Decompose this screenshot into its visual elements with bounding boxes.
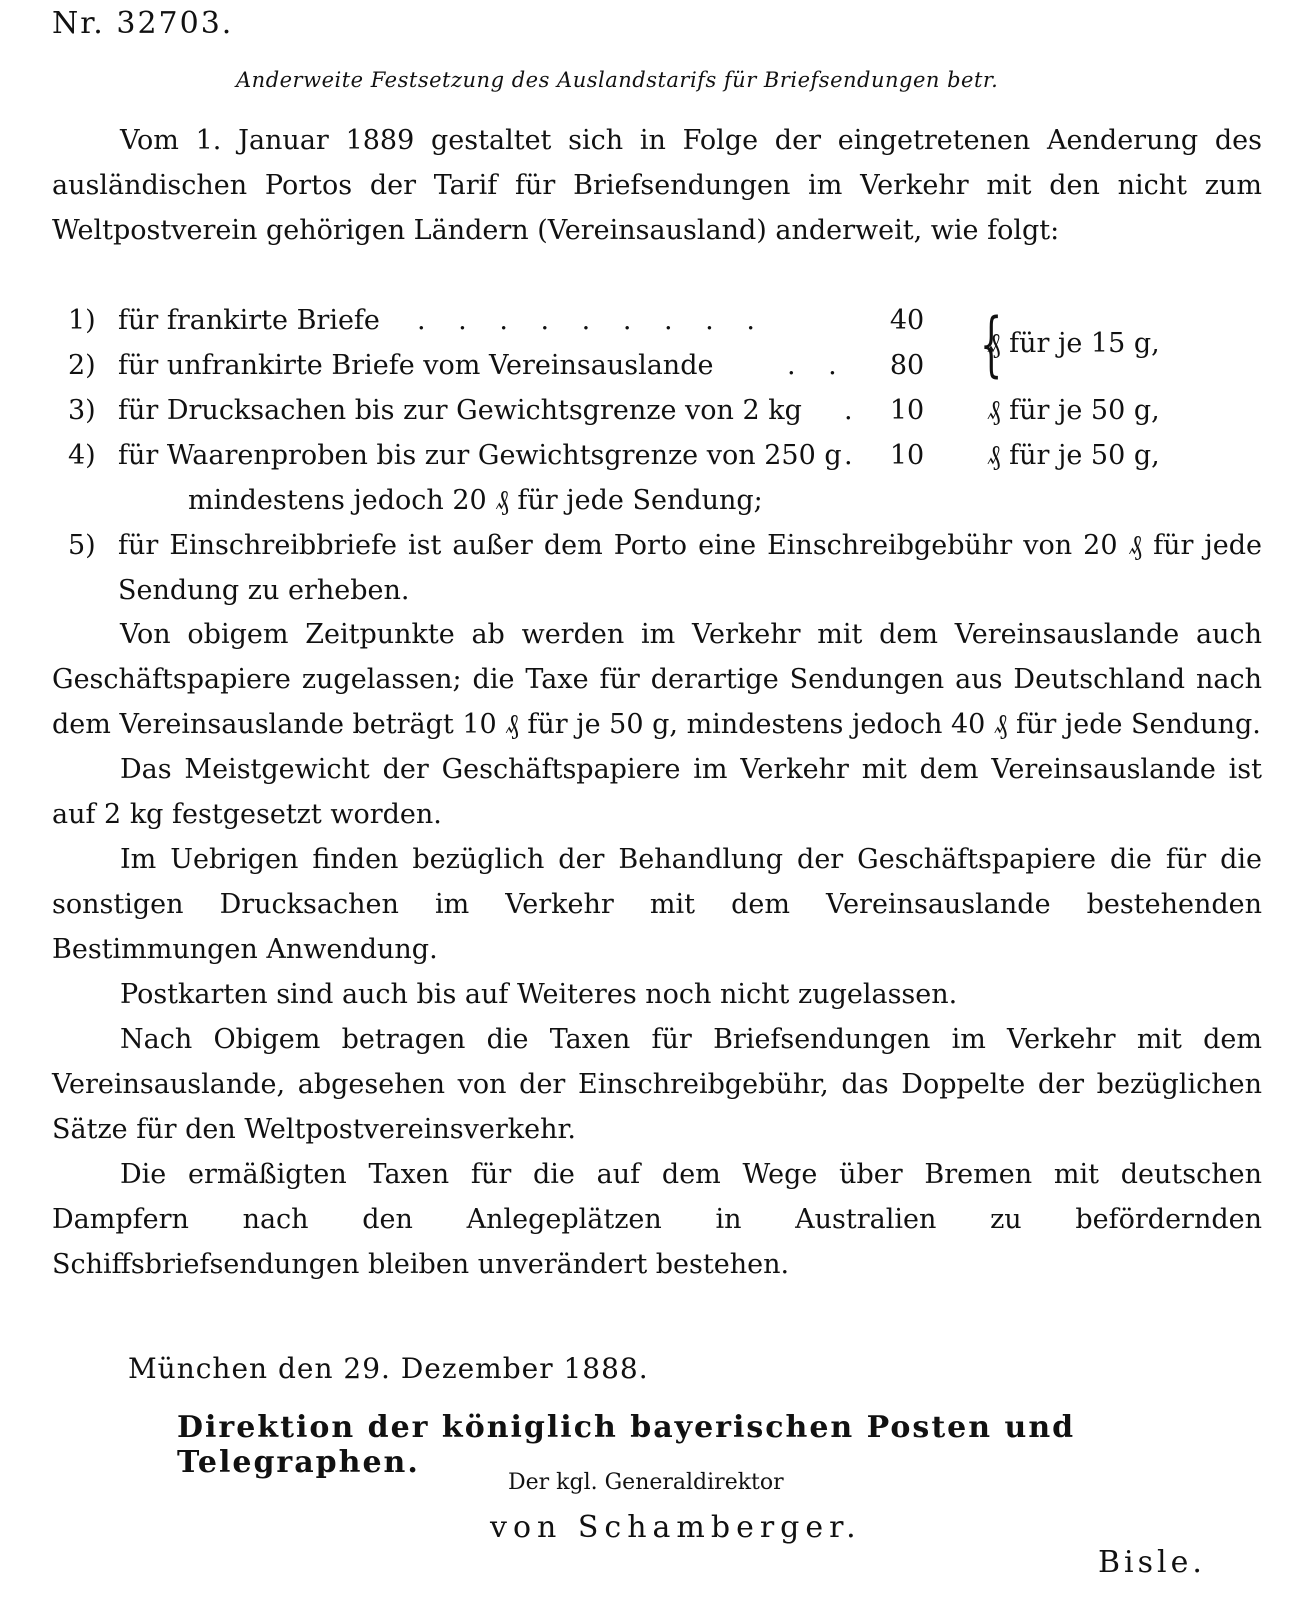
item-text: für Waarenproben bis zur Gewichtsgrenze von 250 g	[118, 440, 842, 471]
leader-dots: .	[844, 395, 865, 426]
paragraph: Im Uebrigen finden bezüglich der Behandlung der Geschäftspapiere die für die sonstigen Drucksachen im Verkehr mit dem Vereinsauslande bestehenden Bestimmungen Anwendung.	[52, 844, 1262, 965]
tariff-list	[52, 298, 1262, 613]
paragraph: Nach Obigem betragen die Taxen für Briefsendungen im Verkehr mit dem Vereinsauslande, abgesehen von der Einschreibgebühr, das Doppelte der bezüglichen Sätze für den Weltpostvereinsverkehr.	[52, 1024, 1262, 1145]
leader-dots: .	[844, 440, 865, 471]
signatory-title: Der kgl. Generaldirektor	[508, 1470, 784, 1495]
paragraph: Die ermäßigten Taxen für die auf dem Wege über Bremen mit deutschen Dampfern nach den Anlegeplätzen in Australien zu befördernden Schiffsbriefsendungen bleiben unverändert bestehen.	[52, 1159, 1262, 1280]
item-number: 4)	[68, 440, 96, 471]
item-amount: 10	[889, 395, 925, 426]
item-unit: ₰ für je 50 g,	[987, 440, 1160, 471]
item-text: für Einschreibbriefe ist außer dem Porto eine Einschreibgebühr von 20 ₰ für jede Sendung zu erheben.	[118, 530, 1262, 606]
tariff-item-5	[52, 523, 1262, 613]
leader-dots: . .	[787, 350, 849, 381]
paragraph: Von obigem Zeitpunkte ab werden im Verkehr mit dem Vereinsauslande auch Geschäftspapiere zugelassen; die Taxe für derartige Sendungen aus Deutschland nach dem Vereinsauslande beträgt 10 ₰ für je 50 g, mindestens jedoch 40 ₰ für jede Sendung.	[52, 619, 1262, 740]
subject-line: Anderweite Festsetzung des Auslandstarifs für Briefsendungen betr.	[236, 68, 999, 92]
item-number: 2)	[68, 350, 96, 381]
brace-icon: {	[980, 303, 1003, 385]
paragraph: Postkarten sind auch bis auf Weiteres noch nicht zugelassen.	[120, 979, 958, 1010]
item-number: 1)	[68, 305, 96, 336]
item-amount: 10	[889, 440, 925, 471]
item-text: für frankirte Briefe	[118, 305, 380, 336]
item-number: 3)	[68, 395, 96, 426]
paragraph: Das Meistgewicht der Geschäftspapiere im Verkehr mit dem Vereinsauslande ist auf 2 kg festgesetzt worden.	[52, 754, 1262, 830]
tariff-item-2	[52, 328, 1262, 388]
place-date: München den 29. Dezember 1888.	[128, 1352, 649, 1385]
leader-dots: . . . . . . . . .	[417, 305, 767, 336]
body-paragraphs	[52, 612, 1262, 1287]
item-unit: ₰ für je 50 g,	[987, 395, 1160, 426]
countersignature: Bisle.	[1098, 1545, 1206, 1580]
intro-paragraph: Vom 1. Januar 1889 gestaltet sich in Folge der eingetretenen Aenderung des ausländischen Portos der Tarif für Briefsendungen im Verkehr mit den nicht zum Weltpostverein gehörigen Ländern (Vereinsausland) anderweit, wie folgt:	[52, 125, 1262, 246]
signatory-name: von Schamberger.	[490, 1510, 862, 1545]
tariff-item-3	[52, 388, 1262, 433]
item-continuation: mindestens jedoch 20 ₰ für jede Sendung;	[188, 485, 763, 516]
item-unit: ₰ für je 15 g,	[987, 328, 1160, 359]
item-amount: 80	[889, 350, 925, 381]
item-amount: 40	[889, 305, 925, 336]
issuing-authority: Direktion der königlich bayerischen Posten und Telegraphen.	[177, 1410, 1076, 1480]
item-text: für Drucksachen bis zur Gewichtsgrenze von 2 kg	[118, 395, 802, 426]
tariff-item-4	[52, 433, 1262, 478]
document-number: Nr. 32703.	[52, 6, 234, 41]
tariff-item-4-continuation	[52, 478, 1262, 523]
item-number: 5)	[68, 530, 96, 561]
item-text: für unfrankirte Briefe vom Vereinsauslande	[118, 350, 714, 381]
